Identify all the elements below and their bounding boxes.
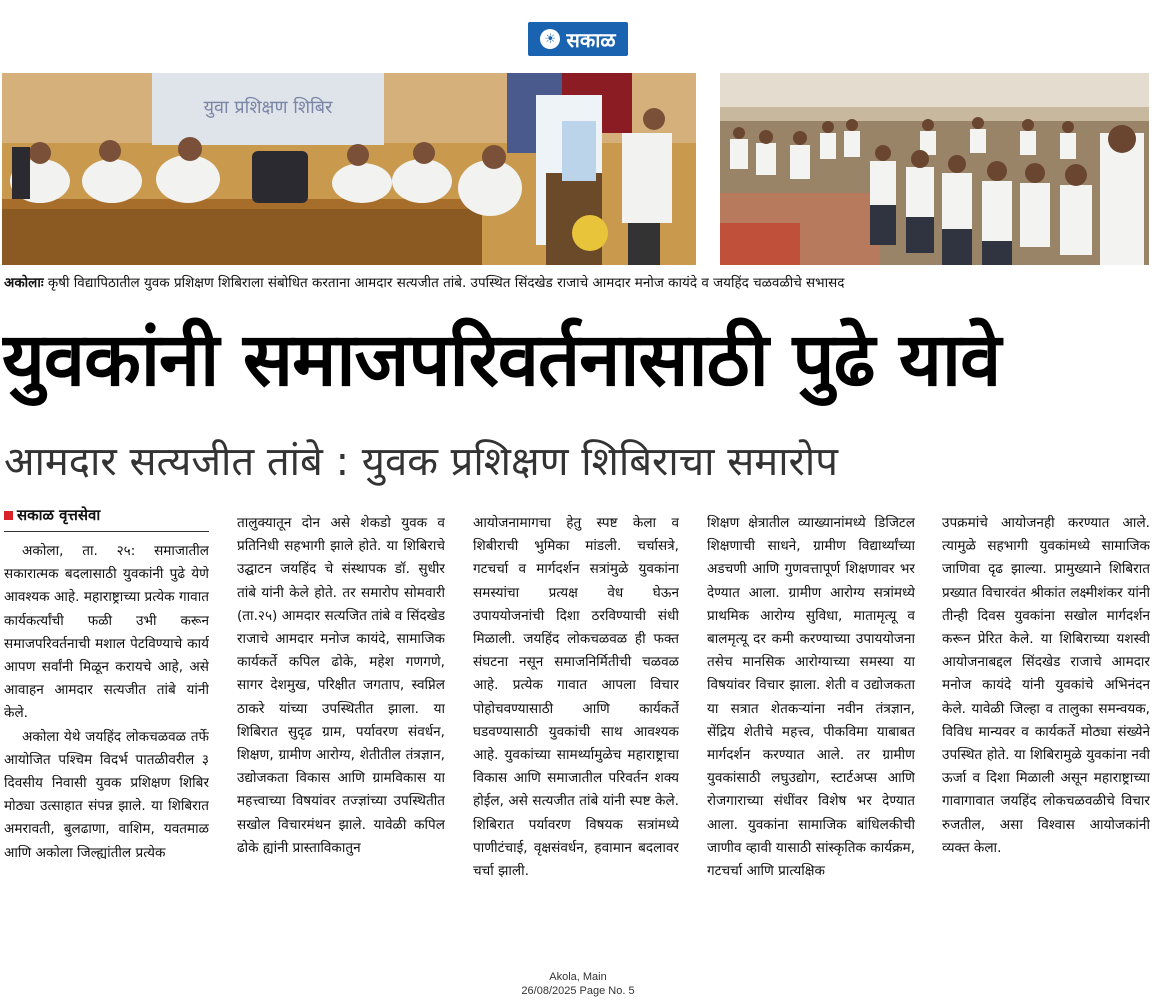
masthead-logo (528, 22, 628, 56)
masthead-logo-text: सकाळ (566, 27, 616, 52)
footer-edition: Akola, Main (549, 971, 607, 983)
sakal-seal-icon: ☀ (540, 29, 560, 49)
paragraph: आयोजनामागचा हेतु स्पष्ट केला व शिबीराची भुमिका मांडली. चर्चासत्रे, गटचर्चा व मार्गदर्शन सत्रांमुळे युवकांना समस्यांचा प्रत्यक्ष वेध घेऊन उपाययोजनांची दिशा ठरविण्याची संधी मिळाली. जयहिंद लोकचळवळ ही फक्त संघटना नसून समाजनिर्मितीची चळवळ आहे. प्रत्येक गावात आपला विचार पोहोचवण्यासाठी आणि कार्यकर्ते घडवण्यासाठी युवकांची साथ आवश्यक आहे. युवकांच्या सामर्थ्यामुळेच महाराष्ट्राचा विकास आणि समाजातील परिवर्तन शक्य होईल, असे सत्यजीत तांबे यांनी स्पष्ट केले. शिबिरात पर्यावरण विषयक सत्रांमध्ये पाणीटंचाई, वृक्षसंवर्धन, हवामान बदलावर चर्चा झाली. (473, 515, 679, 880)
page-footer (0, 970, 1156, 998)
paragraph: अकोला, ता. २५: समाजातील सकारात्मक बदलासाठी युवकांनी पुढे येणे आवश्यक आहे. महाराष्ट्राच्या प्रत्येक गावात कार्यकर्त्यांची फळी उभी करून समाजपरिवर्तनाची मशाल पेटविण्याचे कार्य आपण सर्वांनी मिळून करायचे आहे, असे आवाहन आमदार सत्यजीत तांबे यांनी केले. (4, 543, 209, 722)
red-square-icon (4, 511, 13, 520)
photo-stage (2, 73, 696, 265)
subheadline: आमदार सत्यजीत तांबे : युवक प्रशिक्षण शिबिराचा समारोप (4, 439, 838, 485)
paragraph: अकोला येथे जयहिंद लोकचळवळ तर्फे आयोजित पश्चिम विदर्भ पातळीवरील ३ दिवसीय निवासी युवक प्रशिक्षण शिबिर मोठ्या उत्साहात संपन्न झाले. या शिबिरात अमरावती, बुलढाणा, वाशिम, यवतमाळ आणि अकोला जिल्ह्यांतील प्रत्येक (4, 728, 209, 861)
caption-text: कृषी विद्यापिठातील युवक प्रशिक्षण शिबिराला संबोधित करताना आमदार सत्यजीत तांबे. उपस्थित सिंदखेड राजाचे आमदार मनोज कायंदे व जयहिंद चळवळीचे सभासद (43, 275, 845, 291)
article-column-1 (4, 540, 209, 962)
byline-text: सकाळ वृत्तसेवा (17, 506, 101, 524)
paragraph: शिक्षण क्षेत्रातील व्याख्यानांमध्ये डिजिटल शिक्षणाची साधने, ग्रामीण विद्यार्थ्यांच्या अडचणी आणि गुणवत्तापूर्ण शिक्षणावर भर देण्यात आला. ग्रामीण आरोग्य सत्रांमध्ये प्राथमिक आरोग्य सुविधा, मातामृत्यू व बालमृत्यू दर कमी करण्याच्या उपाययोजना तसेच मानसिक आरोग्याच्या समस्या या विषयांवर विचार झाला. शेती व उद्योजकता या सत्रात शेतकऱ्यांना नवीन तंत्रज्ञान, सेंद्रिय शेतीचे महत्त्व, पीकविमा याबाबत मार्गदर्शन करण्यात आले. तर ग्रामीण युवकांसाठी लघुउद्योग, स्टार्टअप्स आणि रोजगाराच्या संधींवर विशेष भर देण्यात आला. युवकांना सामाजिक बांधिलकीची जाणीव व्हावी यासाठी सांस्कृतिक कार्यक्रम, गटचर्चा आणि प्रात्यक्षिक (707, 515, 915, 880)
article-column-4 (707, 512, 915, 962)
article-column-5 (942, 512, 1150, 962)
byline (4, 505, 209, 532)
paragraph: उपक्रमांचे आयोजनही करण्यात आले. त्यामुळे सहभागी युवकांमध्ये सामाजिक जाणिवा दृढ झाल्या. प्रामुख्याने शिबिरात प्रख्यात विचारवंत श्रीकांत लक्ष्मीशंकर यांनी तीन्ही दिवस युवकांना सखोल मार्गदर्शन करून प्रेरित केले. या शिबिराच्या यशस्वी आयोजनाबद्दल सिंदखेड राजाचे आमदार मनोज कायंदे यांनी युवकांचे अभिनंदन केले. यावेळी जिल्हा व तालुका समन्वयक, विविध मान्यवर व कार्यकर्ते मोठ्या संख्येने उपस्थित होते. या शिबिरामुळे युवकांना नवी ऊर्जा व दिशा मिळाली असून महाराष्ट्राच्या गावागावात जयहिंद लोकचळवळीचे विचार रुजतील, असा विश्वास आयोजकांनी व्यक्त केला. (942, 515, 1150, 856)
photo-banner-text: युवा प्रशिक्षण शिबिर (203, 97, 333, 118)
caption-place: अकोलाः (4, 275, 44, 291)
footer-date-page: 26/08/2025 Page No. 5 (521, 985, 635, 997)
article-column-3 (473, 512, 679, 962)
photo-audience-image (720, 73, 1149, 265)
photo-stage-image (2, 73, 696, 265)
paragraph: तालुक्यातून दोन असे शेकडो युवक व प्रतिनिधी सहभागी झाले होते. या शिबिराचे उद्घाटन जयहिंद चे संस्थापक डॉ. सुधीर तांबे यांनी केले होते. तर समारोप सोमवारी (ता.२५) आमदार सत्यजित तांबे व सिंदखेड राजाचे आमदार मनोज कायंदे, सामाजिक कार्यकर्ते कपिल ढोके, महेश गणगणे, सागर देशमुख, परिक्षीत जगताप, स्वप्निल ठाकरे यांच्या उपस्थितीत झाला. या शिबिरात सुदृढ ग्राम, पर्यावरण संवर्धन, शिक्षण, ग्रामीण आरोग्य, शेतीतील तंत्रज्ञान, उद्योजकता विकास आणि ग्रामविकास या महत्त्वाच्या विषयांवर तज्ज्ञांच्या उपस्थितीत सखोल विचारमंथन झाले. यावेळी कपिल ढोके ह्यांनी प्रास्ताविकातुन (237, 515, 445, 856)
headline: युवकांनी समाजपरिवर्तनासाठी पुढे यावे (2, 317, 1001, 403)
photo-caption (4, 273, 1154, 291)
photo-audience (720, 73, 1149, 265)
article-column-2 (237, 512, 445, 934)
